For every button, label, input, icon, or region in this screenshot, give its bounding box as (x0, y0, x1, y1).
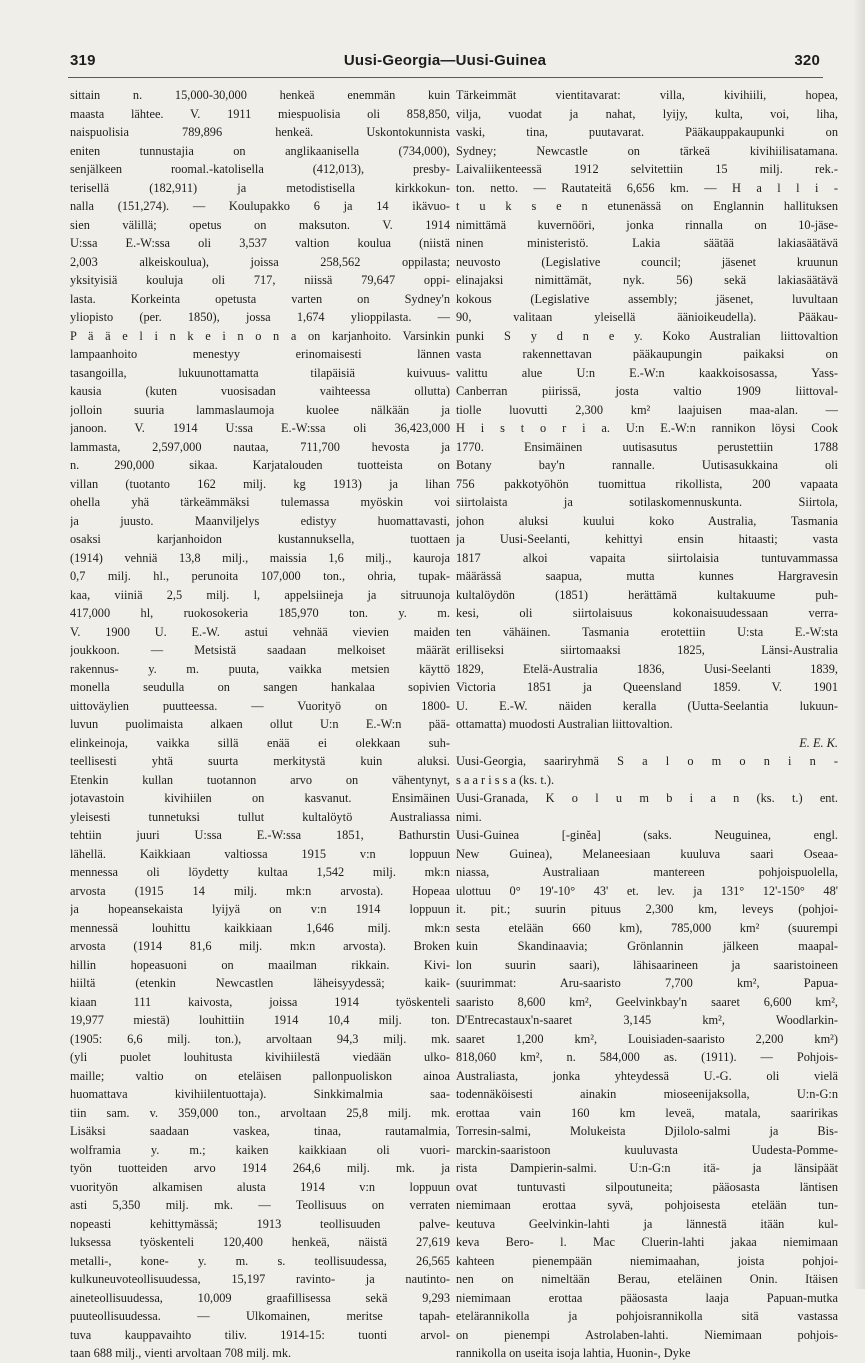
text-line: yksityisiä kouluja oli 717, niissä 79,647 oppi- (70, 273, 450, 287)
text-line: nen on nimeltään Berau, eteläinen Onin. Itäisen (456, 1272, 838, 1286)
text-line: tuva kauppavaihto tiliv. 1914-15: tuonti arvol- (70, 1327, 450, 1342)
text-line: t u k s e n etunenässä on Englannin hallituksen (456, 199, 838, 213)
text-line: jolloin suuria lammaslaumoja kuolee nälkään ja (70, 402, 450, 417)
text-line: sittain n. 15,000-30,000 henkeä enemmän kuin (70, 88, 450, 102)
text-line: (suurimmat: Aru-saaristo 7,700 km², Papua- (456, 976, 838, 990)
text-line: lon suurin saari), lähisaarineen ja saaristoineen (456, 957, 838, 972)
text-line: E. E. K. (799, 735, 838, 750)
text-line: kaa, viiniä 2,5 milj. l, appelsiineja ja sitruunoja (70, 587, 450, 602)
text-line: hillin hopeasuoni on maailman rikkain. Kivi- (70, 957, 450, 972)
text-line: vasta rakennettavan pääkaupungin paikaksi on (456, 347, 838, 361)
text-line: ninen ministeristö. Lakia säätää lakiasäätävä (456, 236, 838, 250)
text-line: U:ssa E.-W:ssa oli 3,537 valtion koulua (niistä (70, 236, 450, 250)
text-line: teellisesti yhtä suurta merkitystä kuin aluksi. (70, 754, 450, 768)
text-line: erilliseksi siirtomaaksi 1825, Länsi-Australia (456, 643, 838, 657)
text-line: Victoria 1851 ja Queensland 1859. V. 1901 (456, 680, 838, 694)
text-line: lasta. Korkeinta opetusta varten on Sydney'n (70, 291, 450, 306)
text-line: Uusi-Granada, K o l u m b i a n (ks. t.) ent. (456, 791, 838, 805)
text-line: New Guinea), Melaneesiaan kuuluva saari Oseaa- (456, 846, 838, 861)
text-line: etelärannikolla ja pohjoisrannikolla sitä vastassa (456, 1309, 838, 1323)
text-line: U. E.-W. näiden keralla (Uutta-Seelantia lukuun- (456, 698, 838, 713)
text-line: 818,060 km², n. 584,000 as. (1911). — Pohjois- (456, 1050, 838, 1064)
text-line: 417,000 hl, ruokosokeria 185,970 ton. y. m. (70, 606, 450, 620)
text-line: kesi, oli siirtolaisuus kokonaisuudessaan verra- (456, 606, 838, 620)
text-line: luksessa työskenteli 120,400 henkeä, näistä 27,619 (70, 1235, 450, 1249)
text-line: nopeasti kehittymässä; 1913 teollisuuden palve- (70, 1216, 450, 1231)
text-line: mennessa oli löydetty kultaa 1,542 milj. mk:n (70, 865, 450, 879)
text-line: kiaan 111 kaivosta, joissa 1914 työskenteli (70, 994, 450, 1009)
text-line: Uusi-Guinea [-ginĕa] (saks. Neuguinea, engl. (456, 828, 838, 842)
text-line: ten vähäinen. Tasmania erotettiin U:sta E.-W:sta (456, 624, 838, 639)
text-line: keutuva Geelvinkin-lahti ja lännestä itään kul- (456, 1216, 838, 1231)
text-line: erottaa vain 160 km leveä, matala, saaririkas (456, 1105, 838, 1120)
text-line: tasangoilla, lukuunottamatta tilapäisiä kuivuus- (70, 365, 450, 380)
text-line: huomattava kivihiilentuottaja). Sinkkimalmia saa- (70, 1087, 450, 1101)
text-line: 1770. Ensimäinen uutisasutus perustettiin 1788 (456, 439, 838, 454)
text-line: johon aluksi kuului koko Australia, Tasmania (456, 513, 838, 528)
text-line: ottamatta) muodosti Australian liittovaltion. (456, 717, 673, 731)
text-line: ja juusto. Maanviljelys edistyy huomattavasti, (70, 513, 450, 528)
text-line: it. pit.; suurin pituus 2,300 km, leveys (pohjoi- (456, 902, 838, 916)
text-line: maasta lähtee. V. 1911 miespuolisia oli 858,850, (70, 106, 450, 121)
text-line: nimittämä kuvernööri, jonka rinnalla on 10-jäse- (456, 217, 838, 232)
text-line: Torresin-salmi, Molukeista Djilolo-salmi ja Bis- (456, 1124, 838, 1138)
text-line: villan (tuotanto 162 milj. kg 1913) ja lihan (70, 476, 450, 491)
text-line: sesta etelään 660 km), 785,000 km² (suurempi (456, 920, 838, 935)
text-line: tiolle luovutti 2,300 km² laajuisen maa-alan. — (456, 402, 838, 417)
text-line: nalla (151,274). — Koulupakko 6 ja 14 ikävuo- (70, 199, 450, 213)
text-line: lähellä. Kaikkiaan valtiossa 1915 v:n loppuun (70, 846, 450, 861)
text-line: (yli puolet louhitusta kivihiilestä viedään ulko- (70, 1050, 450, 1064)
text-line: H i s t o r i a. U:n E.-W:n rannikon löysi Cook (456, 421, 838, 435)
page-number-right: 320 (794, 52, 820, 69)
text-line: vaski, tina, puutavarat. Pääkauppakaupunki on (456, 125, 838, 139)
text-line: siirtolaista ja sotilaskomennuskunta. Siirtola, (456, 495, 838, 509)
text-line: puuteollisuudessa. — Ulkomainen, meritse tapah- (70, 1309, 450, 1323)
text-line: niassa, Australiaan mantereen pohjoispuolella, (456, 865, 838, 879)
text-line: senjälkeen roomal.-katolisella (412,013), presby- (70, 162, 450, 176)
text-line: todennäköisesti ainakin mioseenijaksolla, U:n-G:n (456, 1087, 838, 1101)
text-line: Australiasta, jonka yhteydessä U.-G. oli vielä (456, 1068, 838, 1083)
text-line: on pienempi Astrolaben-lahti. Niemimaan pohjois- (456, 1327, 838, 1342)
text-line: hiiltä (etenkin Newcastlen läheisyydessä; kaik- (70, 976, 450, 990)
text-line: kulkuneuvoteollisuudessa, 15,197 ravinto- ja nautinto- (70, 1272, 450, 1286)
left-column (70, 86, 450, 1363)
text-line: yliopisto (per. 1850), jossa 1,674 ylioppilasta. — (70, 310, 450, 324)
text-line: ja Uusi-Seelanti, kehittyi ensin hitaasti; vasta (456, 532, 838, 546)
text-line: rannikolla on useita isoja lahtia, Huonin-, Dyke (456, 1346, 691, 1360)
text-line: sien välillä; opetus on maksuton. V. 1914 (70, 217, 450, 232)
header-rule (68, 77, 823, 78)
text-line: mennessä louhittu kaikkiaan 1,646 milj. mk:n (70, 920, 450, 935)
text-line: luvun puolimaista alkaen ollut U:n E.-W:n pää- (70, 717, 450, 731)
text-line: asti 5,350 milj. mk. — Teollisuus on verraten (70, 1198, 450, 1212)
text-line: tehtiin juuri U:ssa E.-W:ssa 1851, Bathurstin (70, 828, 450, 842)
text-line: Sydney; Newcastle on tärkeä kivihiilisatamana. (456, 143, 838, 158)
text-line: 0,7 milj. hl., perunoita 107,000 ton., ohria, tupak- (70, 569, 450, 583)
text-line: lammasta, 2,597,000 nautaa, 711,700 hevosta ja (70, 439, 450, 454)
text-line: (1905: 6,6 milj. ton.), arvoltaan 94,3 milj. mk. (70, 1031, 450, 1046)
text-line: ohella yhä tärkeämmäksi tulemassa myöskin voi (70, 495, 450, 509)
text-line: tiin sam. v. 359,000 ton., arvoltaan 25,8 milj. mk. (70, 1105, 450, 1120)
text-line: työn tuotteiden arvo 1914 264,6 milj. mk. ja (70, 1161, 450, 1175)
text-line: uittoväylien puutteessa. — Vuorityö on 1800- (70, 698, 450, 713)
text-line: taan 688 milj., vienti arvoltaan 708 milj. mk. (70, 1346, 292, 1360)
page-header (70, 52, 820, 74)
text-line: terisellä (182,911) ja metodistisella kirkkokun- (70, 180, 450, 195)
text-line: wolframia y. m.; kaiken kaikkiaan oli vuori- (70, 1142, 450, 1157)
text-line: määrässä saapua, mutta kunnes Hargravesin (456, 569, 838, 583)
text-line: yleisesti tunnetuksi tullut kultalöytö Australiassa (70, 809, 450, 824)
text-line: Etenkin kullan tuotannon arvo on vähentynyt, (70, 772, 450, 787)
text-line: kahteen pienempään niemimaahan, joista pohjoi- (456, 1253, 838, 1268)
text-line: 1817 alkoi vapaita siirtolaisia tuntuvammassa (456, 550, 838, 565)
text-line: kausia (kuten vuosisadan vaihteessa ollutta) (70, 384, 450, 398)
text-line: lampaanhoito menestyy erinomaisesti lännen (70, 347, 450, 361)
running-title: Uusi-Georgia—Uusi-Guinea (343, 52, 547, 69)
text-line: kuin Skandinaavia; Grönlannin jälkeen maapal- (456, 939, 838, 953)
text-line: neuvosto (Legislative council; jäsenet kruunun (456, 254, 838, 269)
text-line: punki S y d n e y. Koko Australian liittovaltion (456, 328, 838, 343)
text-line: 1829, Etelä-Australia 1836, Uusi-Seelanti 1839, (456, 661, 838, 676)
text-line: naispuolisia 789,896 henkeä. Uskontokunnista (70, 125, 450, 139)
text-line: niemimaan erottaa syvä, pohjoisesta etelään tun- (456, 1198, 838, 1212)
text-line: (1914) vehniä 13,8 milj., maissia 1,6 milj., kauroja (70, 550, 450, 565)
text-line: Botany bay'n rannalle. Uutisasukkaina oli (456, 458, 838, 472)
text-line: niemimaan erottaa pääosasta laaja Papuan-mutka (456, 1290, 838, 1305)
text-line: D'Entrecastaux'n-saaret 3,145 km², Woodlarkin- (456, 1013, 838, 1027)
text-line: Laivaliikenteessä 1912 selvitettiin 15 milj. rek.- (456, 162, 838, 176)
text-line: 90, valitaan yleisellä äänioikeudella). Pääkau- (456, 310, 838, 324)
text-line: aineteollisuudessa, 10,009 graafillisessa sekä 9,293 (70, 1290, 450, 1305)
text-line: s a a r i s s a (ks. t.). (456, 772, 555, 787)
text-line: 19,977 miestä) louhittiin 1914 10,4 milj. ton. (70, 1013, 450, 1027)
text-line: ovat tuntuvasti silpoutuneita; pääosasta läntisen (456, 1179, 838, 1194)
text-line: ton. netto. — Rautateitä 6,656 km. — H a l l i - (456, 180, 838, 195)
page-number-left: 319 (70, 52, 96, 69)
text-line: jotavastoin kivihiilen on kasvanut. Ensimäinen (70, 791, 450, 805)
text-line: Canberran piirissä, josta valtio 1909 liittoval- (456, 384, 838, 398)
text-line: Tärkeimmät vientitavarat: villa, kivihiili, hopea, (456, 88, 838, 102)
text-line: ja hopeansekaista lyijyä on v:n 1914 loppuun (70, 902, 450, 916)
text-line: valittu alue U:n E.-W:n kaakkoisosassa, Yass- (456, 365, 838, 380)
text-line: vuorityön alkamisen alusta 1914 v:n loppuun (70, 1179, 450, 1194)
text-line: elinajaksi nimittämät, nyk. 56) sekä lakiasäätävä (456, 273, 838, 287)
right-column (456, 86, 838, 1363)
text-line: monella seudulla on sangen hankalaa sopivien (70, 680, 450, 694)
text-line: marckin-saaristoon kuuluvasta Uudesta-Pomme- (456, 1142, 838, 1157)
text-line: janoon. V. 1914 U:ssa E.-W:ssa oli 36,423,000 (70, 421, 450, 435)
text-line: kultalöydön (1851) herättämä kultakuume puh- (456, 587, 838, 602)
text-line: 2,003 alkeiskoulua), joissa 258,562 oppilasta; (70, 254, 450, 269)
text-line: n. 290,000 sikaa. Karjatalouden tuotteista on (70, 458, 450, 472)
text-line: saaristo 8,600 km², Geelvinkbay'n saaret 6,600 km², (456, 994, 838, 1009)
text-line: Lisäksi saadaan vaskea, tinaa, rautamalmia, (70, 1124, 450, 1138)
text-line: 756 pakkotyöhön tuomittua rikollista, 200 vapaata (456, 476, 838, 491)
text-line: saaret 1,200 km², Louisiaden-saaristo 2,200 km²) (456, 1031, 838, 1046)
text-line: maille; valtio on eteläisen pallonpuoliskon ainoa (70, 1068, 450, 1083)
text-line: joukkoon. — Metsistä saadaan melkoiset määrät (70, 643, 450, 657)
text-line: vilja, vuodat ja nahat, lyijy, kulta, voi, liha, (456, 106, 838, 121)
text-line: V. 1900 U. E.-W. astui vehnää vievien maiden (70, 624, 450, 639)
text-line: eniten tunnustajia on anglikaanisella (734,000), (70, 143, 450, 158)
text-line: osaksi karjanhoidon kustannuksella, tuottaen (70, 532, 450, 546)
text-line: arvosta (1915 14 milj. mk:n arvosta). Hopeaa (70, 883, 450, 898)
text-line: kokous (Legislative assembly; jäsenet, luvultaan (456, 291, 838, 306)
text-line: elinkeinoja, vaikka sillä enää ei olekkaan suh- (70, 735, 450, 750)
text-line: ulottuu 0° 19'-10° 43' et. lev. ja 131° 12'-150° 48' (456, 883, 838, 898)
text-line: rista Dampierin-salmi. U:n-G:n itä- ja länsipäät (456, 1161, 838, 1175)
text-line: nimi. (456, 809, 482, 824)
text-line: metalli-, kone- y. m. s. teollisuudessa, 26,565 (70, 1253, 450, 1268)
text-line: arvosta (1914 81,6 milj. mk:n arvosta). Broken (70, 939, 450, 953)
text-line: P ä ä e l i n k e i n o n a on karjanhoito. Varsinkin (70, 328, 450, 343)
text-line: rakennus- y. m. puuta, vaikka metsien käyttö (70, 661, 450, 676)
text-line: Uusi-Georgia, saariryhmä S a l o m o n i n - (456, 754, 838, 768)
page-edge-shadow (853, 0, 865, 1289)
text-line: keva Bero- l. Mac Cluerin-lahti jakaa niemimaan (456, 1235, 838, 1249)
